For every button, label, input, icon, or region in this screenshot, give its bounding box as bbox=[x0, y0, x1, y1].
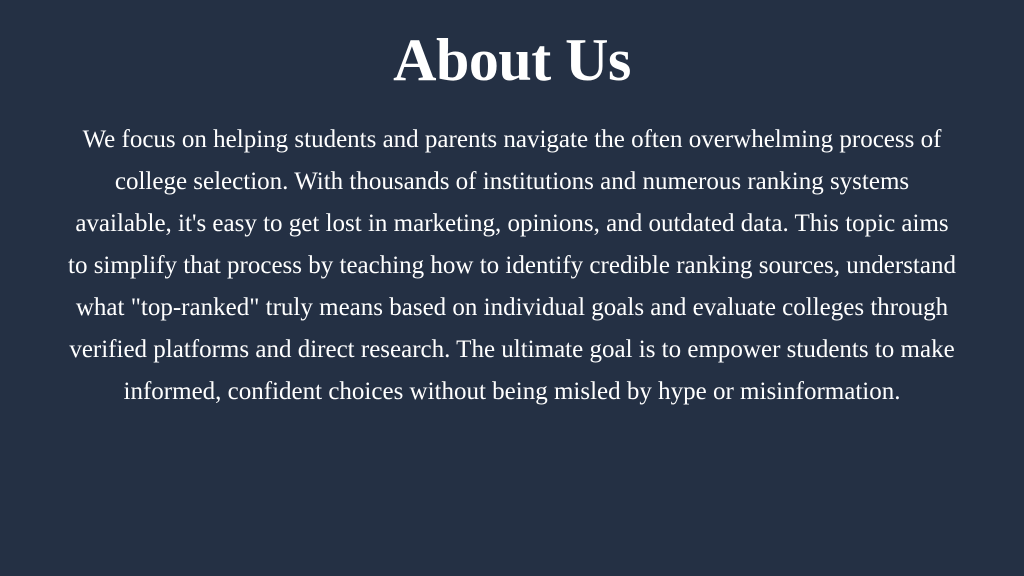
about-paragraph: We focus on helping students and parents navigate the often overwhelming process of college selection. With thousands of institutions and numerous ranking systems available, it's easy to get lost in marketing, opinions, and outdated data. This topic aims to simplify that process by teaching how to identify credible ranking sources, understand what "top-ranked" truly means based on individual goals and evaluate colleges through verified platforms and direct research. The ultimate goal is to empower students to make informed, confident choices without being misled by hype or misinformation. bbox=[68, 126, 956, 405]
page-title: About Us bbox=[393, 27, 631, 93]
